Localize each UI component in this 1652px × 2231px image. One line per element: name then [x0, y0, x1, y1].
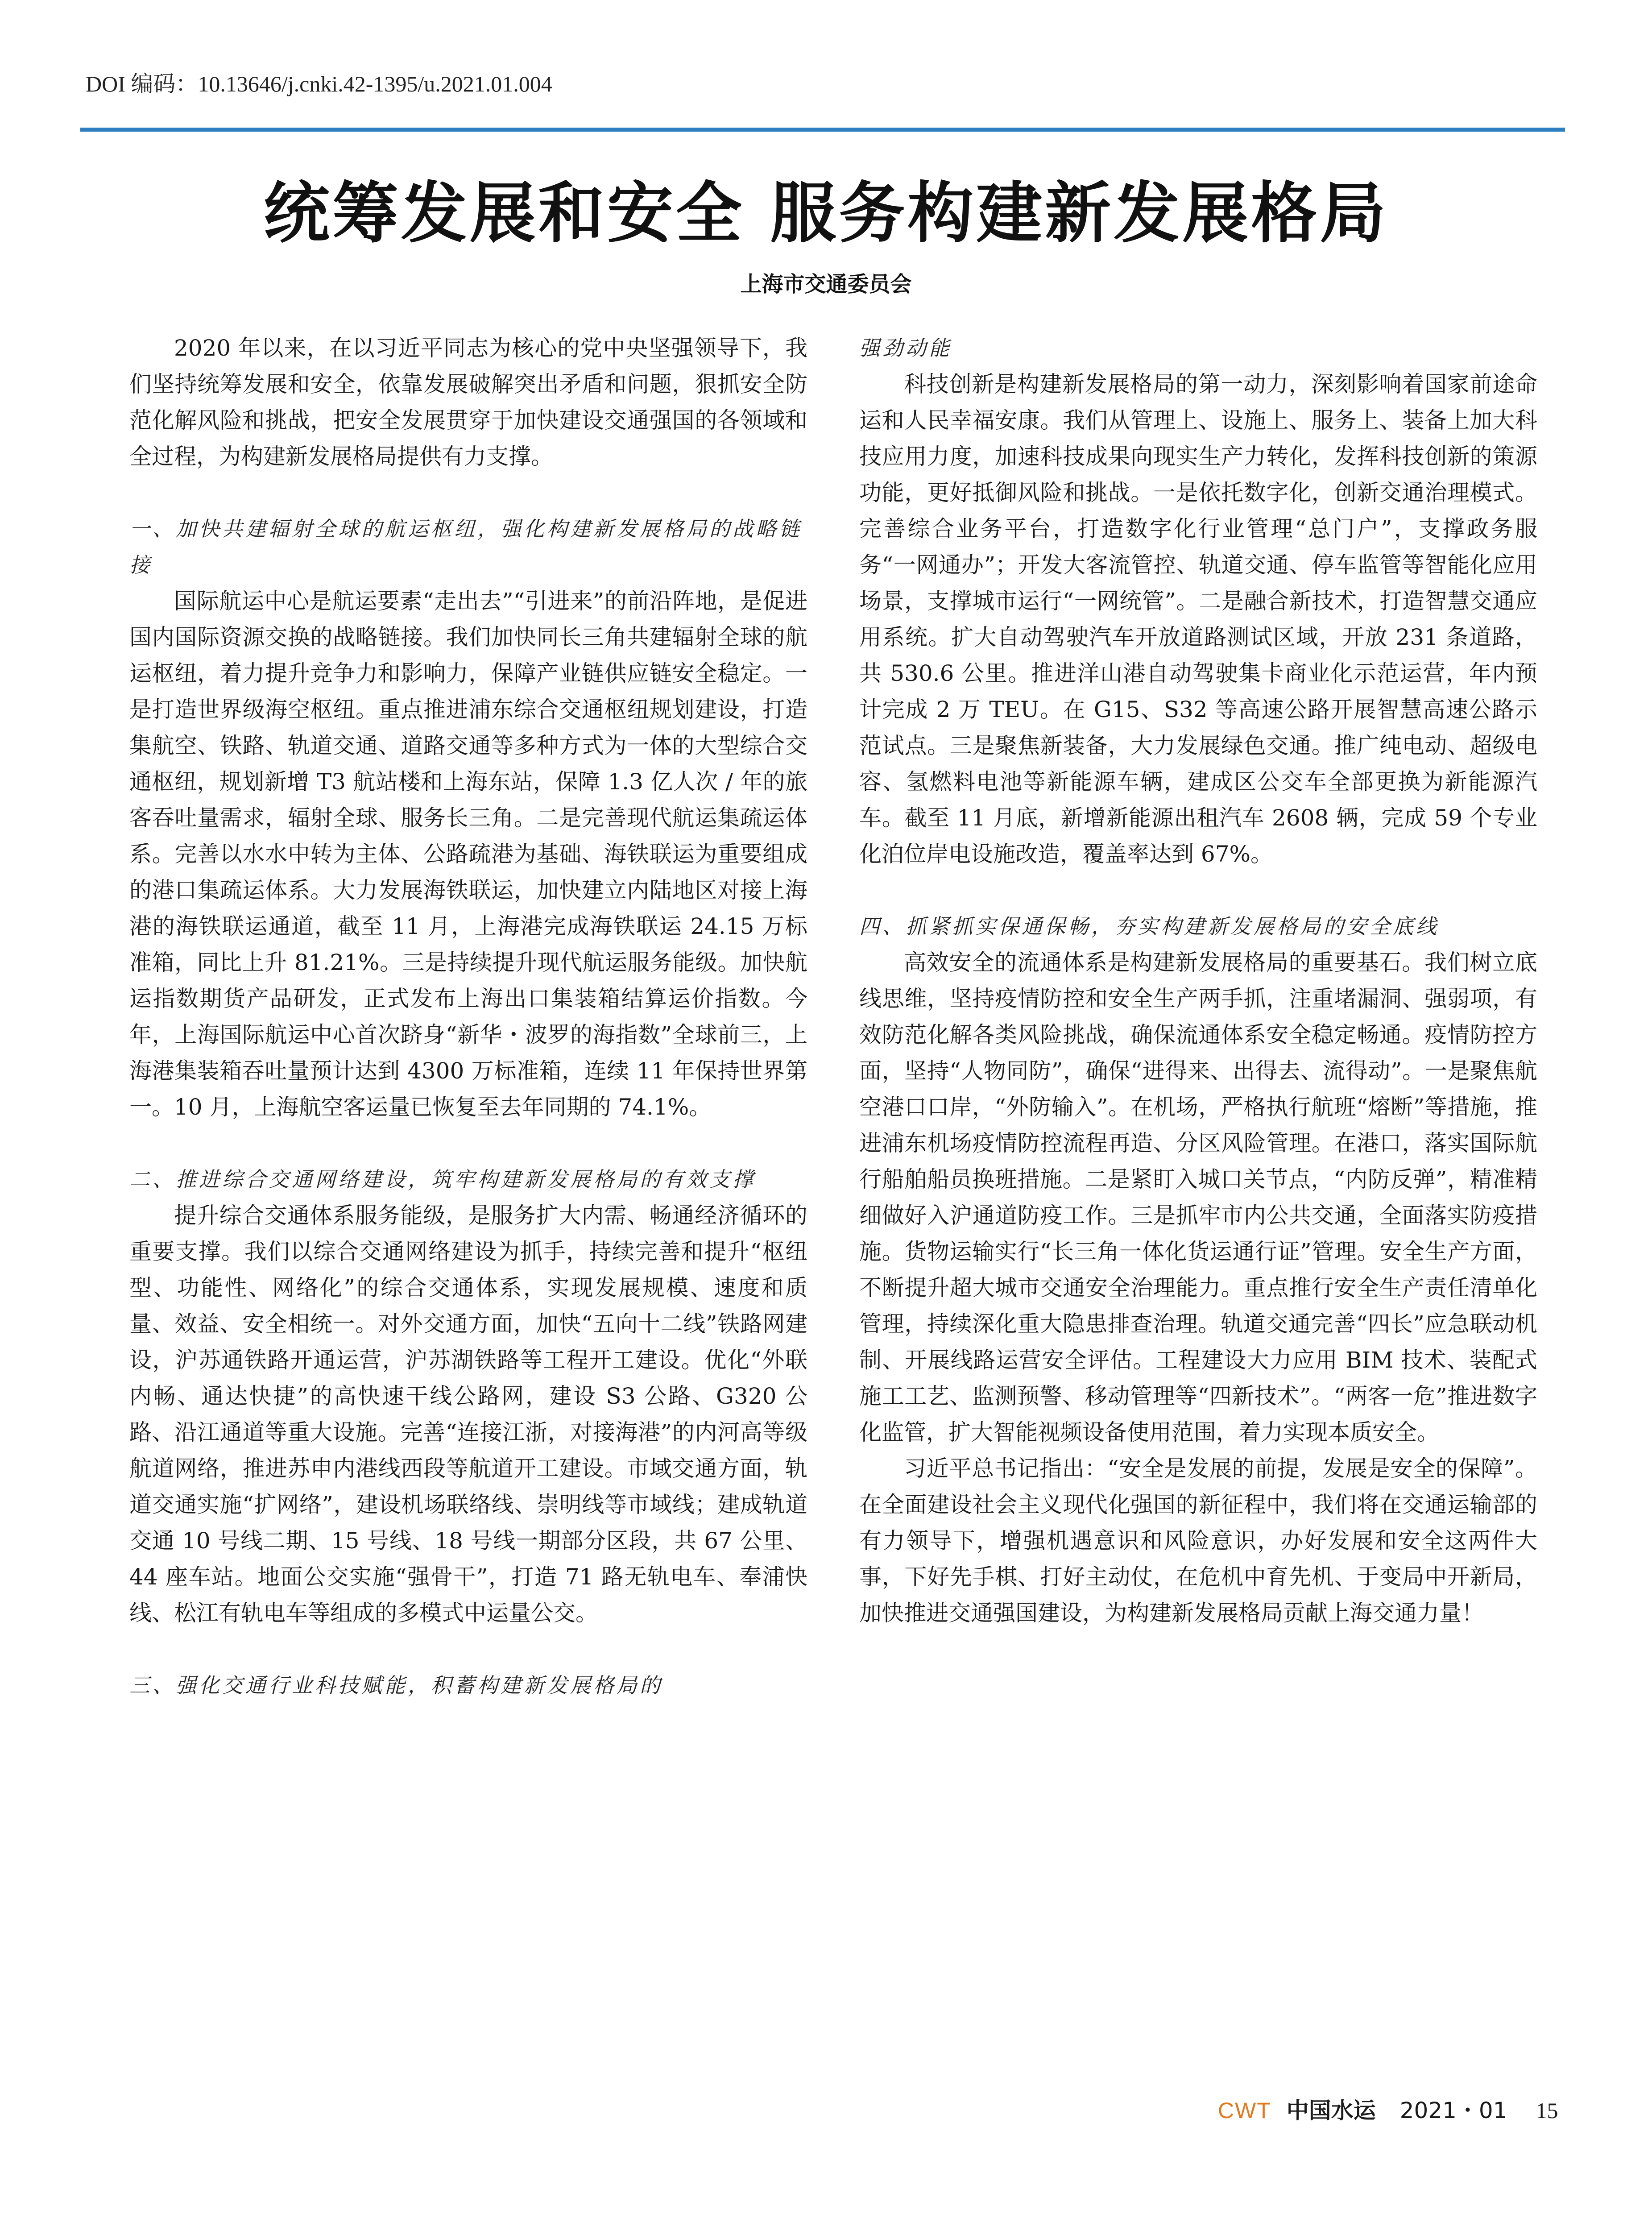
section-heading-1: 一、加快共建辐射全球的航运枢纽，强化构建新发展格局的战略链接 [129, 517, 802, 577]
header-rule [80, 128, 1565, 132]
section-3-paragraph: 科技创新是构建新发展格局的第一动力，深刻影响着国家前途命运和人民幸福安康。我们从管理上、设施上、服务上、装备上加大科技应用力度，加速科技成果向现实生产力转化，发挥科技创新的策源功能，更好抵御风险和挑战。一是依托数字化，创新交通治理模式。完善综合业务平台，打造数字化行业管理“总门户”，支撑政务服务“一网通办”；开发大客流管控、轨道交通、停车监管等智能化应用场景，支撑城市运行“一网统管”。二是融合新技术，打造智慧交通应用系统。扩大自动驾驶汽车开放道路测试区域，开放 231 条道路，共 530.6 公里。推进洋山港自动驾驶集卡商业化示范运营，年内预计完成 2 万 TEU。在 G15、S32 等高速公路开展智慧高速公路示范试点。三是聚焦新装备，大力发展绿色交通。推广纯电动、超级电容、氢燃料电池等新能源车辆，建成区公交车全部更换为新能源汽车。截至 11 月底，新增新能源出租汽车 2608 辆，完成 59 个专业化泊位岸电设施改造，覆盖率达到 67%。 [859, 371, 1537, 867]
footer-magazine: 中国水运 [1286, 2097, 1376, 2123]
section-heading-4: 四、抓紧抓实保通保畅，夯实构建新发展格局的安全底线 [859, 914, 1439, 938]
doi-line: DOI 编码：10.13646/j.cnki.42-1395/u.2021.01.004 [86, 71, 552, 96]
section-2-paragraph: 提升综合交通体系服务能级，是服务扩大内需、畅通经济循环的重要支撑。我们以综合交通网络建设为抓手，持续完善和提升“枢纽型、功能性、网络化”的综合交通体系，实现发展规模、速度和质量、效益、安全相统一。对外交通方面，加快“五向十二线”铁路网建设，沪苏通铁路开通运营，沪苏湖铁路等工程开工建设。优化“外联内畅、通达快捷”的高快速干线公路网，建设 S3 公路、G320 公路、沿江通道等重大设施。完善“连接江浙，对接海港”的内河高等级航道网络，推进苏申内港线西段等航道开工建设。市域交通方面，轨道交通实施“扩网络”，建设机场联络线、崇明线等市域线；建成轨道交通 10 号线二期、15 号线、18 号线一期部分区段，共 67 公里、44 座车站。地面公交实施“强骨干”，打造 71 路无轨电车、奉浦快线、松江有轨电车等组成的多模式中运量公交。 [129, 1203, 807, 1626]
footer-issue: 2021・01 [1399, 2098, 1507, 2123]
page-number: 15 [1536, 2098, 1558, 2123]
left-column [129, 330, 807, 1704]
section-heading-3-continued: 强劲动能 [859, 336, 952, 360]
spacer [129, 475, 807, 511]
closing-paragraph: 习近平总书记指出：“安全是发展的前提，发展是安全的保障”。在全面建设社会主义现代化强国的新征程中，我们将在交通运输部的有力领导下，增强机遇意识和风险意识，办好发展和安全这两件大事，下好先手棋、打好主动仗，在危机中育先机、于变局中开新局，加快推进交通强国建设，为构建新发展格局贡献上海交通力量！ [859, 1456, 1537, 1626]
right-column [859, 330, 1537, 1631]
intro-paragraph: 2020 年以来，在以习近平同志为核心的党中央坚强领导下，我们坚持统筹发展和安全，依靠发展破解突出矛盾和问题，狠抓安全防范化解风险和挑战，把安全发展贯穿于加快建设交通强国的各领域和全过程，为构建新发展格局提供有力支撑。 [129, 335, 807, 469]
footer-brand: CWT [1218, 2098, 1271, 2123]
spacer [129, 1125, 807, 1161]
section-heading-3: 三、强化交通行业科技赋能，积蓄构建新发展格局的 [129, 1673, 663, 1697]
spacer [859, 872, 1537, 908]
section-1-paragraph: 国际航运中心是航运要素“走出去”“引进来”的前沿阵地，是促进国内国际资源交换的战略链接。我们加快同长三角共建辐射全球的航运枢纽，着力提升竞争力和影响力，保障产业链供应链安全稳定。一是打造世界级海空枢纽。重点推进浦东综合交通枢纽规划建设，打造集航空、铁路、轨道交通、道路交通等多种方式为一体的大型综合交通枢纽，规划新增 T3 航站楼和上海东站，保障 1.3 亿人次 / 年的旅客吞吐量需求，辐射全球、服务长三角。二是完善现代航运集疏运体系。完善以水水中转为主体、公路疏港为基础、海铁联运为重要组成的港口集疏运体系。大力发展海铁联运，加快建立内陆地区对接上海港的海铁联运通道，截至 11 月，上海港完成海铁联运 24.15 万标准箱，同比上升 81.21%。三是持续提升现代航运服务能级。加快航运指数期货产品研发，正式发布上海出口集装箱结算运价指数。今年，上海国际航运中心首次跻身“新华・波罗的海指数”全球前三，上海港集装箱吞吐量预计达到 4300 万标准箱，连续 11 年保持世界第一。10 月，上海航空客运量已恢复至去年同期的 74.1%。 [129, 588, 807, 1120]
section-4-paragraph: 高效安全的流通体系是构建新发展格局的重要基石。我们树立底线思维，坚持疫情防控和安全生产两手抓，注重堵漏洞、强弱项，有效防范化解各类风险挑战，确保流通体系安全稳定畅通。疫情防控方面，坚持“人物同防”，确保“进得来、出得去、流得动”。一是聚焦航空港口口岸，“外防输入”。在机场，严格执行航班“熔断”等措施，推进浦东机场疫情防控流程再造、分区风险管理。在港口，落实国际航行船舶船员换班措施。二是紧盯入城口关节点，“内防反弹”，精准精细做好入沪通道防疫工作。三是抓牢市内公共交通，全面落实防疫措施。货物运输实行“长三角一体化货运通行证”管理。安全生产方面，不断提升超大城市交通安全治理能力。重点推行安全生产责任清单化管理，持续深化重大隐患排查治理。轨道交通完善“四长”应急联动机制、开展线路运营安全评估。工程建设大力应用 BIM 技术、装配式施工工艺、监测预警、移动管理等“四新技术”。“两客一危”推进数字化监管，扩大智能视频设备使用范围，着力实现本质安全。 [859, 950, 1537, 1445]
article-title: 统筹发展和安全 服务构建新发展格局 [263, 174, 1389, 252]
spacer [129, 1631, 807, 1667]
section-heading-2: 二、推进综合交通网络建设，筑牢构建新发展格局的有效支撑 [129, 1167, 756, 1191]
page-footer [1218, 2093, 1558, 2125]
article-author: 上海市交通委员会 [740, 272, 912, 297]
